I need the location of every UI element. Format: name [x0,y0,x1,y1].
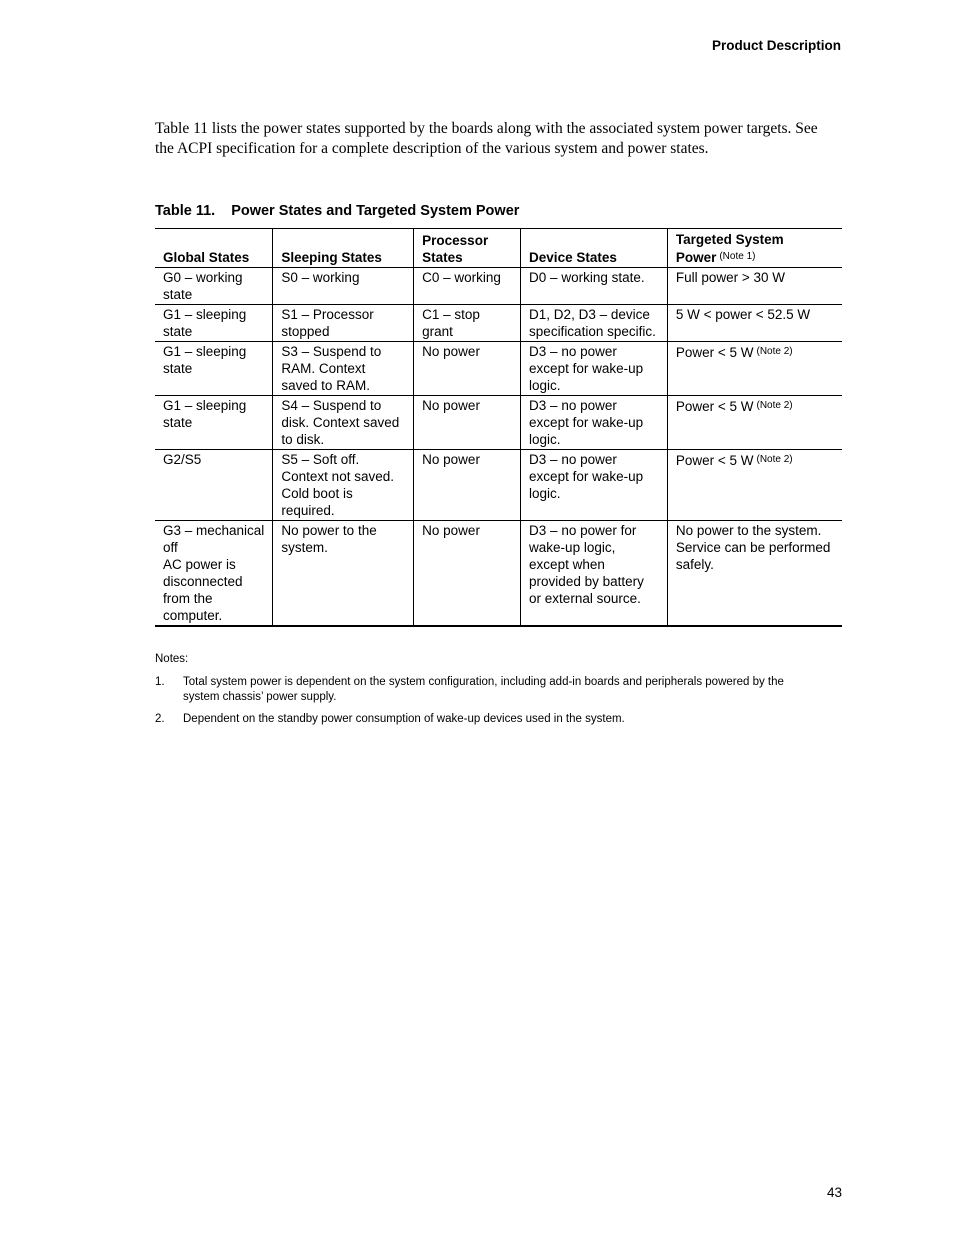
table-title: Power States and Targeted System Power [231,203,520,219]
cell-sleeping-state: S1 – Processor stopped [273,305,414,342]
cell-targeted-power: No power to the system. Service can be performed safely. [667,521,842,627]
table-header-row [155,229,842,268]
cell-processor-state: No power [414,521,521,627]
table-row [155,396,842,450]
table-label: Table 11. [155,203,216,219]
cell-global-state: G0 – working state [155,268,273,305]
table-notes [155,652,805,734]
page-number: 43 [826,1185,842,1200]
cell-global-state: G3 – mechanical off AC power is disconnected from the computer. [155,521,273,627]
note-ref: (Note 2) [756,346,793,357]
cell-processor-state: No power [414,396,521,450]
power-states-table [155,228,842,627]
running-header: Product Description [711,38,841,53]
cell-sleeping-state: S5 – Soft off. Context not saved. Cold boot is required. [273,450,414,521]
cell-processor-state: No power [414,450,521,521]
cell-targeted-power: Power < 5 W $^{(Note 2)}$ [667,396,842,450]
cell-device-state: D1, D2, D3 – device specification specific. [521,305,668,342]
intro-paragraph: Table 11 lists the power states supported by the boards along with the associated system power targets. See the ACPI specification for a complete description of the various system and power states. [155,120,818,157]
table-row [155,450,842,521]
note-text: Total system power is dependent on the system configuration, including add-in boards and peripherals powered by the system chassis’ power supply. [183,676,784,703]
table-row [155,305,842,342]
note-number: 1. [155,676,165,688]
cell-global-state: G1 – sleeping state [155,396,273,450]
notes-heading: Notes: [155,653,189,665]
cell-targeted-power: Power < 5 W $^{(Note 2)}$ [667,450,842,521]
table-row [155,268,842,305]
col-header-device-states: Device States [521,229,668,268]
cell-device-state: D3 – no power for wake-up logic, except when provided by battery or external source. [521,521,668,627]
cell-device-state: D3 – no power except for wake-up logic. [521,342,668,396]
cell-targeted-power: Full power > 30 W [667,268,842,305]
note-ref: (Note 1) [719,251,756,262]
col-header-processor-states: Processor States [414,229,521,268]
cell-targeted-power: Power < 5 W $^{(Note 2)}$ [667,342,842,396]
cell-sleeping-state: S4 – Suspend to disk. Context saved to disk. [273,396,414,450]
col-header-targeted-power: Targeted System Power $^{(Note 1)}$ [667,229,842,268]
note-item [155,712,805,727]
table-caption [155,203,519,219]
note-number: 2. [155,713,165,725]
col-header-sleeping-states: Sleeping States [273,229,414,268]
table-row [155,521,842,627]
cell-processor-state: No power [414,342,521,396]
note-text: Dependent on the standby power consumption of wake-up devices used in the system. [183,713,625,725]
note-item [155,675,805,705]
cell-sleeping-state: S0 – working [273,268,414,305]
cell-sleeping-state: S3 – Suspend to RAM. Context saved to RAM. [273,342,414,396]
cell-processor-state: C0 – working [414,268,521,305]
cell-processor-state: C1 – stop grant [414,305,521,342]
cell-device-state: D0 – working state. [521,268,668,305]
cell-sleeping-state: No power to the system. [273,521,414,627]
cell-global-state: G1 – sleeping state [155,342,273,396]
cell-global-state: G1 – sleeping state [155,305,273,342]
cell-targeted-power: 5 W < power < 52.5 W [667,305,842,342]
table-row [155,342,842,396]
note-ref: (Note 2) [756,454,793,465]
cell-device-state: D3 – no power except for wake-up logic. [521,450,668,521]
note-ref: (Note 2) [756,400,793,411]
cell-global-state: G2/S5 [155,450,273,521]
cell-device-state: D3 – no power except for wake-up logic. [521,396,668,450]
col-header-global-states: Global States [155,229,273,268]
